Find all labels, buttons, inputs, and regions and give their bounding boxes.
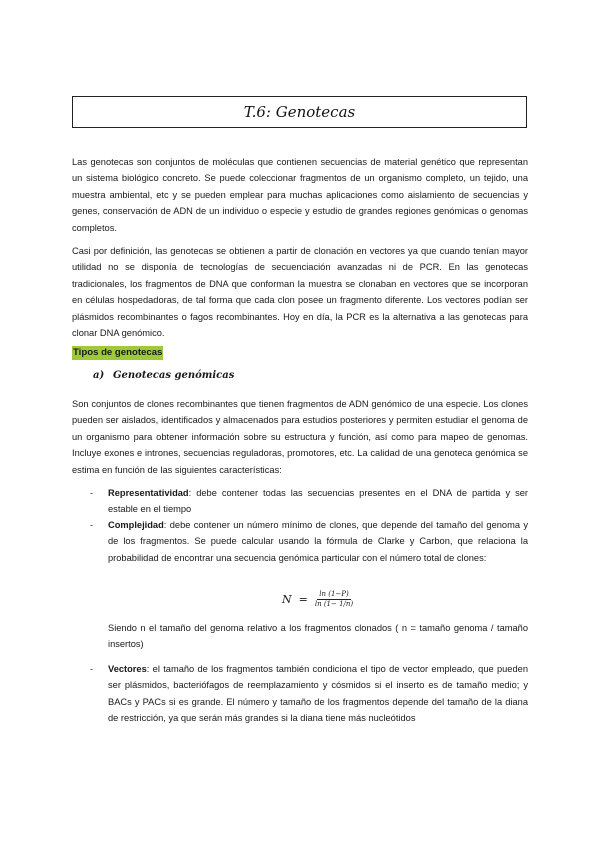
bullet-dash: - [90, 664, 94, 674]
subsection-label: a) [93, 370, 105, 381]
bullet-dash: - [90, 520, 94, 530]
formula-fraction [313, 590, 355, 609]
subsection-title: Genotecas genómicas [113, 370, 235, 381]
title-box [72, 96, 527, 128]
bullet-term: Representatividad [108, 488, 189, 498]
subsection-heading [93, 370, 234, 381]
bullet-text: : debe contener todas las secuencias presentes en el DNA de partida y ser estable en el tiempo [108, 488, 528, 515]
formula-denominator: ln (1− 1/n) [314, 599, 354, 608]
bullet-term: Complejidad [108, 520, 164, 530]
bullet-representatividad [90, 485, 528, 518]
bullet-dash: - [90, 488, 94, 498]
bullet-text: : debe contener un número mínimo de clones, que depende del tamaño del genoma y de los fragmentos. Se puede calcular usando la fórmula de Clarke y Carbon, que relaciona la probabilidad de encontrar una secuencia genómica particular con el número total de clones: [108, 520, 528, 563]
bullet-text: : el tamaño de los fragmentos también condiciona el tipo de vector empleado, que pueden ser plásmidos, bacteriófagos de reemplazamiento y cósmidos si el inserto es de tamaño medio; y BACs y PACs si es grande. El número y tamaño de los fragmentos depende del tamaño de la diana de restricción, ya que serán más grandes si la diana tiene más nucleótidos [108, 664, 528, 724]
bullet-complejidad [90, 517, 528, 566]
bullet-term: Vectores [108, 664, 147, 674]
section-heading: Tipos de genotecas [73, 347, 163, 358]
formula-equals: = [298, 592, 308, 606]
formula-note: Siendo n el tamaño del genoma relativo a los fragmentos clonados ( n = tamaño genoma / tamaño insertos) [108, 623, 528, 650]
history-paragraph: Casi por definición, las genotecas se obtienen a partir de clonación en vectores ya que cuando tenían mayor utilidad no se disponía de tecnologías de secuenciación avanzadas ni de PCR. En las genotecas tradicionales, los fragmentos de DNA que conforman la muestra se clonaban en vectores que se incorporan en células hospedadoras, de tal forma que cada clon posee un fragmento diferente. Los vectores podían ser plásmidos recombinantes o fagos recombinantes. Hoy en día, la PCR es la alternativa a las genotecas para clonar DNA genómico. [72, 246, 528, 339]
genomic-library-paragraph: Son conjuntos de clones recombinantes que tienen fragmentos de ADN genómico de una especie. Los clones pueden ser aislados, identificados y almacenados para estudios posteriores y permiten estudiar el genoma de un organismo para obtener información sobre su estructura y función, así como para mapeo de genomas. Incluye exones e intrones, secuencias reguladoras, promotores, etc. La calidad de una genoteca genómica se estima en función de las siguientes características: [72, 399, 528, 475]
clarke-carbon-formula [282, 584, 355, 614]
bullet-vectores [90, 661, 528, 727]
intro-paragraph: Las genotecas son conjuntos de moléculas que contienen secuencias de material genético que representan un sistema biológico concreto. Se puede coleccionar fragmentos de un organismo completo, un tejido, una muestra ambiental, etc y se pueden emplear para muchas aplicaciones como aislamiento de secuencias y genes, conservación de ADN de un individuo o especie y estudio de grandes regiones genómicas o genomas completos. [72, 157, 528, 233]
formula-lhs: N [282, 592, 292, 606]
document-title: T.6: Genotecas [243, 103, 356, 121]
formula-numerator: ln (1−P) [319, 589, 349, 598]
